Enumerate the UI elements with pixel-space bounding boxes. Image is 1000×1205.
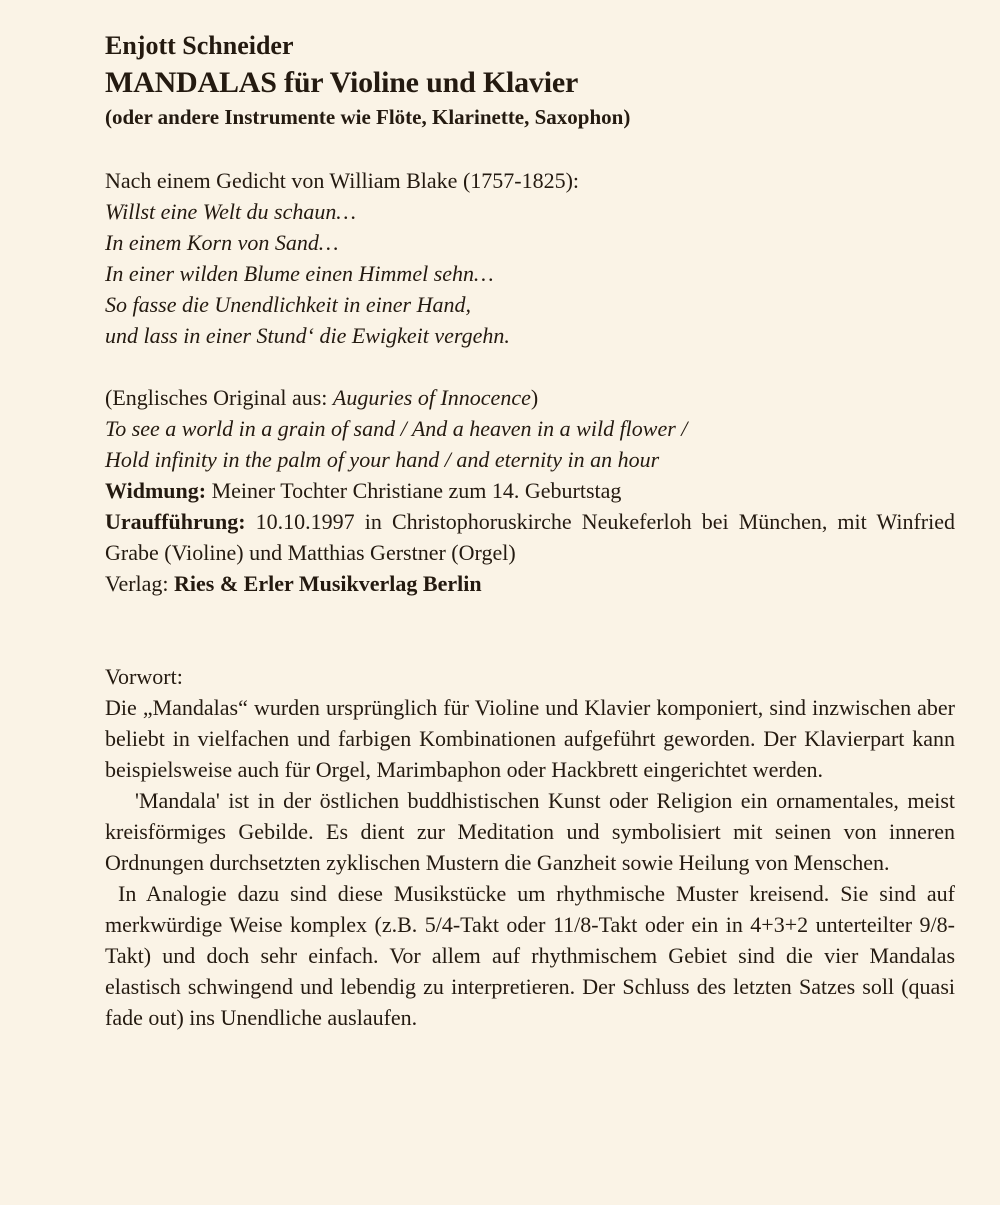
foreword-paragraph-1: Die „Mandalas“ wurden ursprünglich für Violine und Klavier komponiert, sind inzwischen aber beliebt in vielfachen und farbigen Kombinationen aufgeführt geworden. Der Klavierpart kann beispielsweise auch für Orgel, Marimbaphon oder Hackbrett eingerichtet werden. [105,695,955,782]
poem-intro: Nach einem Gedicht von William Blake (1757-1825): [105,168,580,193]
english-intro [105,382,955,413]
publisher-label: Verlag: [105,571,175,596]
dedication-text: Meiner Tochter Christiane zum 14. Geburtstag [206,478,622,503]
foreword-heading: Vorwort: [105,664,183,689]
publisher-line [105,568,955,599]
english-intro-suffix: ) [530,385,539,410]
dedication-label: Widmung: [105,478,207,503]
english-line-2: Hold infinity in the palm of your hand / and eternity in an hour [105,447,660,472]
foreword-section [105,661,955,1033]
english-line-1: To see a world in a grain of sand / And a heaven in a wild flower / [105,416,688,441]
work-subtitle: (oder andere Instrumente wie Flöte, Klarinette, Saxophon) [105,105,631,129]
foreword-paragraph-3: In Analogie dazu sind diese Musikstücke um rhythmische Muster kreisend. Sie sind auf merkwürdige Weise komplex (z.B. 5/4-Takt oder 11/8-Takt oder ein in 4+3+2 unterteilter 9/8-Takt) und doch sehr einfach. Vor allem auf rhythmischem Gebiet sind die vier Mandalas elastisch schwingend und lebendig zu interpretieren. Der Schluss des letzten Satzes soll (quasi fade out) ins Unendliche auslaufen. [105,881,955,1030]
english-poem-block [105,382,955,475]
dedication-line [105,475,955,506]
premiere-text: 10.10.1997 in Christophoruskirche Neukeferloh bei München, mit Winfried Grabe (Violine) und Matthias Gerstner (Orgel) [105,509,955,565]
premiere-line [105,506,955,568]
publisher-name: Ries & Erler Musikverlag Berlin [174,571,482,596]
poem-line-4: So fasse die Unendlichkeit in einer Hand, [105,292,471,317]
english-intro-prefix: (Englisches Original aus: [105,385,333,410]
premiere-label: Uraufführung: [105,509,246,534]
poem-line-5: und lass in einer Stund‘ die Ewigkeit vergehn. [105,323,510,348]
foreword-paragraph-2: 'Mandala' ist in der östlichen buddhistischen Kunst oder Religion ein ornamentales, meist kreisförmiges Gebilde. Es dient zur Meditation und symbolisiert mit seinen von inneren Ordnungen durchsetzten zyklischen Mustern die Ganzheit sowie Heilung von Menschen. [105,788,955,875]
english-source-title: Auguries of Innocence [332,385,531,410]
work-title: MANDALAS für Violine und Klavier [105,66,579,99]
poem-line-1: Willst eine Welt du schaun… [105,199,356,224]
poem-line-2: In einem Korn von Sand… [105,230,339,255]
poem-line-3: In einer wilden Blume einen Himmel sehn… [105,261,494,286]
author-name: Enjott Schneider [105,31,294,60]
german-poem-block [105,165,955,351]
